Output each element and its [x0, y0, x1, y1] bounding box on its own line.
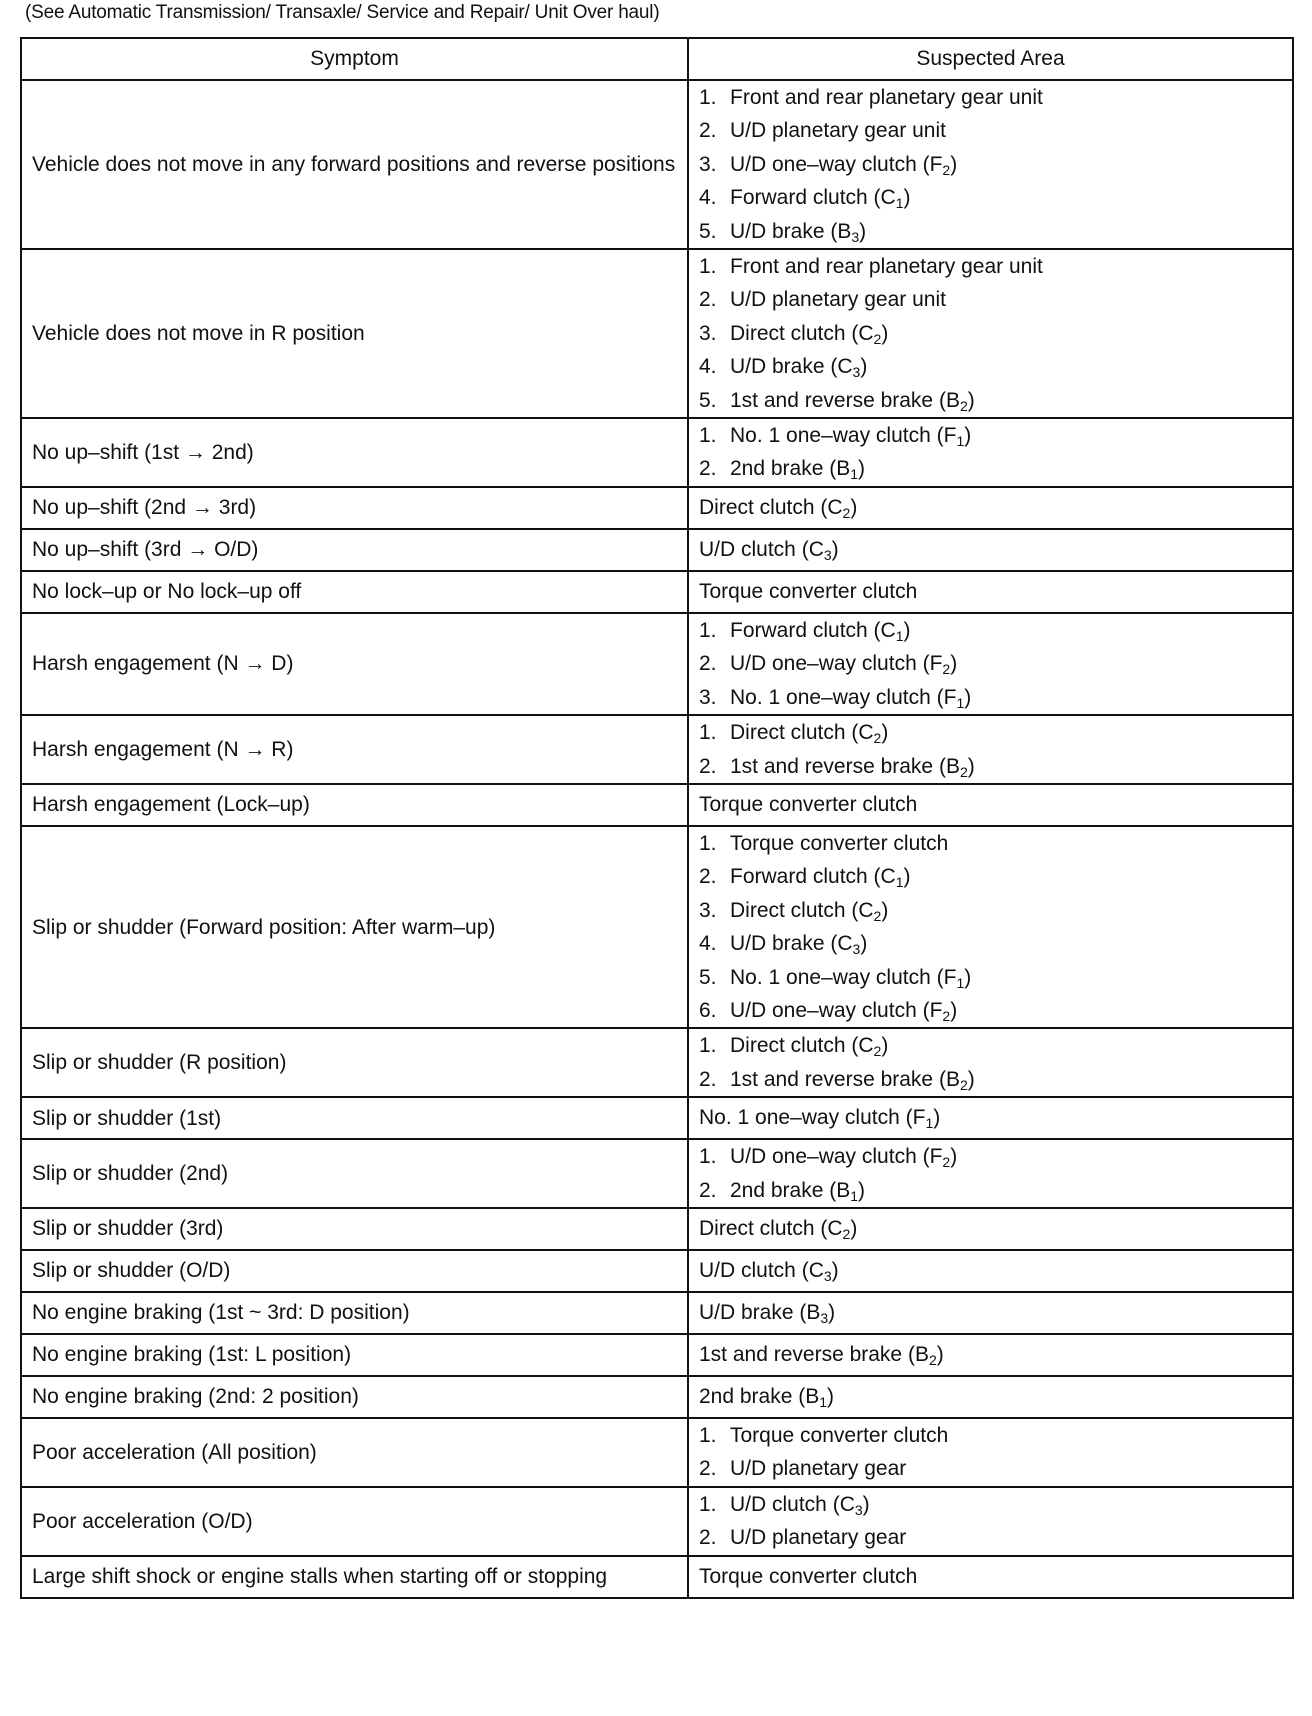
symptom-cell: Harsh engagement (N → D)	[21, 613, 688, 715]
symptom-cell: No lock–up or No lock–up off	[21, 571, 688, 613]
suspected-area-item: 1. Torque converter clutch	[699, 827, 1282, 860]
suspected-area-item: 2. U/D planetary gear	[699, 1452, 1282, 1485]
suspected-area-item: 5. U/D brake $(B_3)$	[699, 215, 1282, 248]
table-row	[21, 1487, 1293, 1556]
table-row	[21, 1292, 1293, 1334]
table-row	[21, 1139, 1293, 1208]
suspected-area-item: 4. U/D brake $(C_3)$	[699, 927, 1282, 960]
suspected-area-item: 1. Forward clutch $(C_1)$	[699, 614, 1282, 647]
suspected-area-list	[699, 81, 1282, 248]
symptom-cell: Slip or shudder (R position)	[21, 1028, 688, 1097]
symptom-cell: Slip or shudder (3rd)	[21, 1208, 688, 1250]
list-number: 3.	[699, 152, 717, 176]
symptom-cell: Large shift shock or engine stalls when starting off or stopping	[21, 1556, 688, 1598]
suspected-area-cell: U/D clutch $(C_3)$	[688, 529, 1293, 571]
table-row	[21, 1334, 1293, 1376]
list-number: 2.	[699, 119, 717, 143]
suspected-area-cell: Direct clutch $(C_2)$	[688, 487, 1293, 529]
list-number: 3.	[699, 685, 717, 709]
symptom-cell: Vehicle does not move in R position	[21, 249, 688, 418]
list-number: 1.	[699, 86, 717, 109]
table-row	[21, 1418, 1293, 1487]
suspected-area-cell	[688, 613, 1293, 715]
suspected-area-list	[699, 1029, 1282, 1096]
suspected-area-cell	[688, 1487, 1293, 1556]
list-number: 2.	[699, 1526, 717, 1550]
suspected-area-item: 2. U/D one–way clutch $(F_2)$	[699, 647, 1282, 680]
table-row	[21, 784, 1293, 826]
suspected-area-item: 3. Direct clutch $(C_2)$	[699, 317, 1282, 350]
suspected-area-list	[699, 614, 1282, 714]
suspected-area-cell	[688, 1028, 1293, 1097]
suspected-area-cell	[688, 1418, 1293, 1487]
list-number: 1.	[699, 424, 717, 448]
suspected-area-list	[699, 250, 1282, 417]
suspected-area-list	[699, 1419, 1282, 1486]
list-number: 4.	[699, 186, 717, 210]
suspected-area-cell: Torque converter clutch	[688, 1556, 1293, 1598]
suspected-area-list	[699, 716, 1282, 783]
reference-note: (See Automatic Transmission/ Transaxle/ Service and Repair/ Unit Over haul)	[25, 2, 660, 23]
suspected-area-list	[699, 1140, 1282, 1207]
list-number: 4.	[699, 355, 717, 379]
list-number: 2.	[699, 754, 717, 778]
suspected-area-item: 5. No. 1 one–way clutch $(F_1)$	[699, 961, 1282, 994]
list-number: 1.	[699, 255, 717, 279]
suspected-area-item: 1. No. 1 one–way clutch $(F_1)$	[699, 419, 1282, 452]
symptom-cell: Harsh engagement (N → R)	[21, 715, 688, 784]
list-number: 2.	[699, 652, 717, 676]
suspected-area-item: 3. No. 1 one–way clutch $(F_1)$	[699, 681, 1282, 714]
suspected-area-item: 3. U/D one–way clutch $(F_2)$	[699, 148, 1282, 181]
suspected-area-cell: 1st and reverse brake $(B_2)$	[688, 1334, 1293, 1376]
list-number: 3.	[699, 898, 717, 922]
symptom-cell: Slip or shudder (1st)	[21, 1097, 688, 1139]
suspected-area-cell	[688, 826, 1293, 1028]
list-number: 6.	[699, 998, 717, 1022]
symptom-cell: No up–shift (1st → 2nd)	[21, 418, 688, 487]
list-number: 2.	[699, 288, 717, 312]
suspected-area-column-header: Suspected Area	[688, 38, 1293, 80]
suspected-area-cell: U/D brake $(B_3)$	[688, 1292, 1293, 1334]
suspected-area-item: 4. U/D brake $(C_3)$	[699, 350, 1282, 383]
suspected-area-item: 6. U/D one–way clutch $(F_2)$	[699, 994, 1282, 1027]
suspected-area-item: 1. U/D one–way clutch $(F_2)$	[699, 1140, 1282, 1173]
suspected-area-item: 3. Direct clutch $(C_2)$	[699, 894, 1282, 927]
suspected-area-cell: No. 1 one–way clutch $(F_1)$	[688, 1097, 1293, 1139]
suspected-area-cell	[688, 80, 1293, 249]
table-row	[21, 1250, 1293, 1292]
suspected-area-list	[699, 827, 1282, 1027]
list-number: 4.	[699, 932, 717, 956]
suspected-area-item: 2. U/D planetary gear	[699, 1521, 1282, 1554]
suspected-area-cell: Torque converter clutch	[688, 784, 1293, 826]
list-number: 1.	[699, 831, 717, 855]
table-row	[21, 613, 1293, 715]
suspected-area-cell	[688, 249, 1293, 418]
list-number: 2.	[699, 1178, 717, 1202]
table-row	[21, 80, 1293, 249]
suspected-area-item: 2. 1st and reverse brake $(B_2)$	[699, 750, 1282, 783]
symptom-column-header: Symptom	[21, 38, 688, 80]
list-number: 2.	[699, 865, 717, 889]
suspected-area-cell: 2nd brake $(B_1)$	[688, 1376, 1293, 1418]
table-body	[21, 80, 1293, 1598]
table-row	[21, 1028, 1293, 1097]
suspected-area-item: 1. U/D clutch $(C_3)$	[699, 1488, 1282, 1521]
list-number: 5.	[699, 388, 717, 412]
table-row	[21, 1376, 1293, 1418]
symptom-cell: No engine braking (1st ~ 3rd: D position)	[21, 1292, 688, 1334]
list-number: 5.	[699, 219, 717, 243]
suspected-area-item: 2. U/D planetary gear unit	[699, 283, 1282, 316]
symptom-cell: Poor acceleration (All position)	[21, 1418, 688, 1487]
list-number: 1.	[699, 721, 717, 745]
symptom-cell: Slip or shudder (O/D)	[21, 1250, 688, 1292]
list-number: 1.	[699, 1423, 717, 1447]
suspected-area-item: 1. Front and rear planetary gear unit	[699, 250, 1282, 283]
suspected-area-cell: U/D clutch $(C_3)$	[688, 1250, 1293, 1292]
table-row	[21, 487, 1293, 529]
table-row	[21, 1208, 1293, 1250]
table-row	[21, 1556, 1293, 1598]
symptom-cell: No engine braking (1st: L position)	[21, 1334, 688, 1376]
table-header-row	[21, 38, 1293, 80]
suspected-area-item: 1. Front and rear planetary gear unit	[699, 81, 1282, 114]
list-number: 2.	[699, 1067, 717, 1091]
symptom-cell: Slip or shudder (Forward position: After warm–up)	[21, 826, 688, 1028]
symptom-cell: Poor acceleration (O/D)	[21, 1487, 688, 1556]
suspected-area-item: 5. 1st and reverse brake $(B_2)$	[699, 384, 1282, 417]
suspected-area-item: 1. Direct clutch $(C_2)$	[699, 716, 1282, 749]
suspected-area-item: 2. Forward clutch $(C_1)$	[699, 860, 1282, 893]
suspected-area-cell: Torque converter clutch	[688, 571, 1293, 613]
table-row	[21, 529, 1293, 571]
table-row	[21, 826, 1293, 1028]
list-number: 2.	[699, 1457, 717, 1481]
suspected-area-item: 1. Torque converter clutch	[699, 1419, 1282, 1452]
suspected-area-list	[699, 1488, 1282, 1555]
table-row	[21, 1097, 1293, 1139]
table-row	[21, 715, 1293, 784]
suspected-area-cell	[688, 418, 1293, 487]
suspected-area-list	[699, 419, 1282, 486]
symptom-cell: Harsh engagement (Lock–up)	[21, 784, 688, 826]
suspected-area-item: 4. Forward clutch $(C_1)$	[699, 181, 1282, 214]
suspected-area-item: 1. Direct clutch $(C_2)$	[699, 1029, 1282, 1062]
symptom-cell: No engine braking (2nd: 2 position)	[21, 1376, 688, 1418]
list-number: 3.	[699, 321, 717, 345]
symptom-cell: No up–shift (2nd → 3rd)	[21, 487, 688, 529]
suspected-area-item: 2. 2nd brake $(B_1)$	[699, 1174, 1282, 1207]
table-row	[21, 418, 1293, 487]
suspected-area-cell	[688, 715, 1293, 784]
symptom-cell: No up–shift (3rd → O/D)	[21, 529, 688, 571]
list-number: 5.	[699, 965, 717, 989]
list-number: 1.	[699, 1492, 717, 1516]
symptom-cell: Vehicle does not move in any forward positions and reverse positions	[21, 80, 688, 249]
suspected-area-cell: Direct clutch $(C_2)$	[688, 1208, 1293, 1250]
diagnosis-table	[20, 37, 1294, 1599]
list-number: 1.	[699, 1145, 717, 1169]
suspected-area-item: 2. 2nd brake $(B_1)$	[699, 452, 1282, 485]
table-row	[21, 571, 1293, 613]
table-row	[21, 249, 1293, 418]
suspected-area-cell	[688, 1139, 1293, 1208]
list-number: 1.	[699, 1034, 717, 1058]
symptom-cell: Slip or shudder (2nd)	[21, 1139, 688, 1208]
suspected-area-item: 2. 1st and reverse brake $(B_2)$	[699, 1063, 1282, 1096]
list-number: 2.	[699, 457, 717, 481]
suspected-area-item: 2. U/D planetary gear unit	[699, 114, 1282, 147]
list-number: 1.	[699, 618, 717, 642]
